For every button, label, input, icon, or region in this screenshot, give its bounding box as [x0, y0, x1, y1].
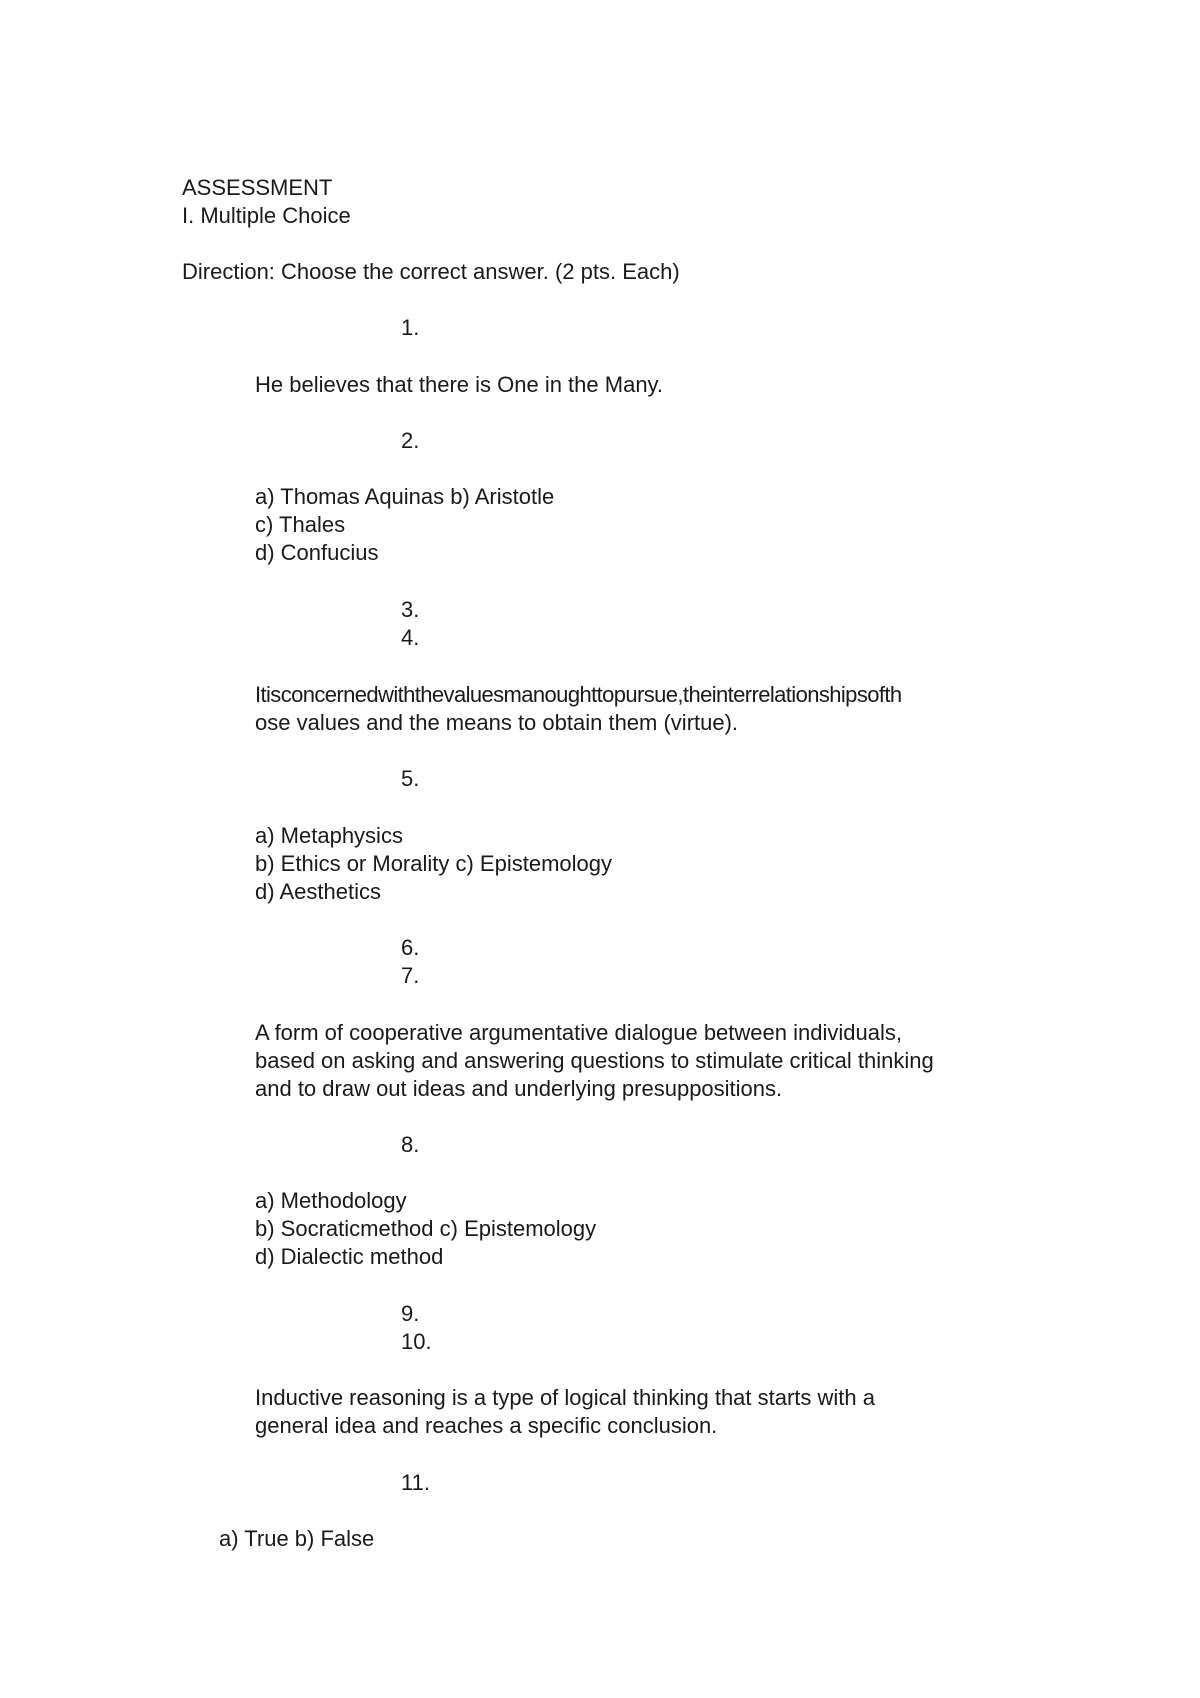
question-line: general idea and reaches a specific conclusion. — [255, 1413, 718, 1438]
answer-options — [219, 1525, 374, 1553]
question-line: Itisconcernedwiththevaluesmanoughttopursue,theinterrelationshipsofth — [255, 682, 902, 707]
direction-text: Direction: Choose the correct answer. (2 pts. Each) — [182, 259, 680, 284]
item-number: 5. — [401, 766, 420, 791]
question-line: He believes that there is One in the Many. — [255, 372, 664, 397]
item-number: 7. — [401, 963, 420, 988]
question-text — [255, 681, 902, 709]
option-line: a) Methodology — [255, 1188, 407, 1213]
question-line: Inductive reasoning is a type of logical thinking that starts with a — [255, 1385, 876, 1410]
section-heading: I. Multiple Choice — [182, 203, 351, 228]
item-number: 9. — [401, 1301, 420, 1326]
question-line: and to draw out ideas and underlying presuppositions. — [255, 1076, 783, 1101]
option-line: d) Aesthetics — [255, 879, 381, 904]
item-number: 3. — [401, 597, 420, 622]
item-number: 2. — [401, 428, 420, 453]
option-line: d) Confucius — [255, 540, 379, 565]
question-text — [255, 1019, 934, 1103]
option-line: a) Thomas Aquinas b) Aristotle — [255, 484, 555, 509]
option-line: c) Thales — [255, 512, 346, 537]
question-line: based on asking and answering questions to stimulate critical thinking — [255, 1048, 934, 1073]
item-number: 4. — [401, 625, 420, 650]
answer-options — [255, 483, 554, 567]
option-line: a) Metaphysics — [255, 823, 403, 848]
answer-options — [255, 1187, 596, 1271]
option-line: d) Dialectic method — [255, 1244, 444, 1269]
item-number: 1. — [401, 315, 420, 340]
option-line: b) Ethics or Morality c) Epistemology — [255, 851, 612, 876]
question-line: A form of cooperative argumentative dialogue between individuals, — [255, 1020, 902, 1045]
item-number: 6. — [401, 935, 420, 960]
item-number: 10. — [401, 1329, 432, 1354]
question-line: ose values and the means to obtain them (virtue). — [255, 710, 739, 735]
question-text — [255, 371, 663, 399]
document-title: ASSESSMENT — [182, 175, 333, 200]
answer-options — [255, 822, 612, 906]
question-text — [255, 1384, 875, 1440]
option-line: a) True b) False — [219, 1526, 375, 1551]
item-number: 11. — [401, 1470, 430, 1495]
option-line: b) Socraticmethod c) Epistemology — [255, 1216, 597, 1241]
item-number: 8. — [401, 1132, 420, 1157]
question-text-continued — [255, 709, 738, 737]
